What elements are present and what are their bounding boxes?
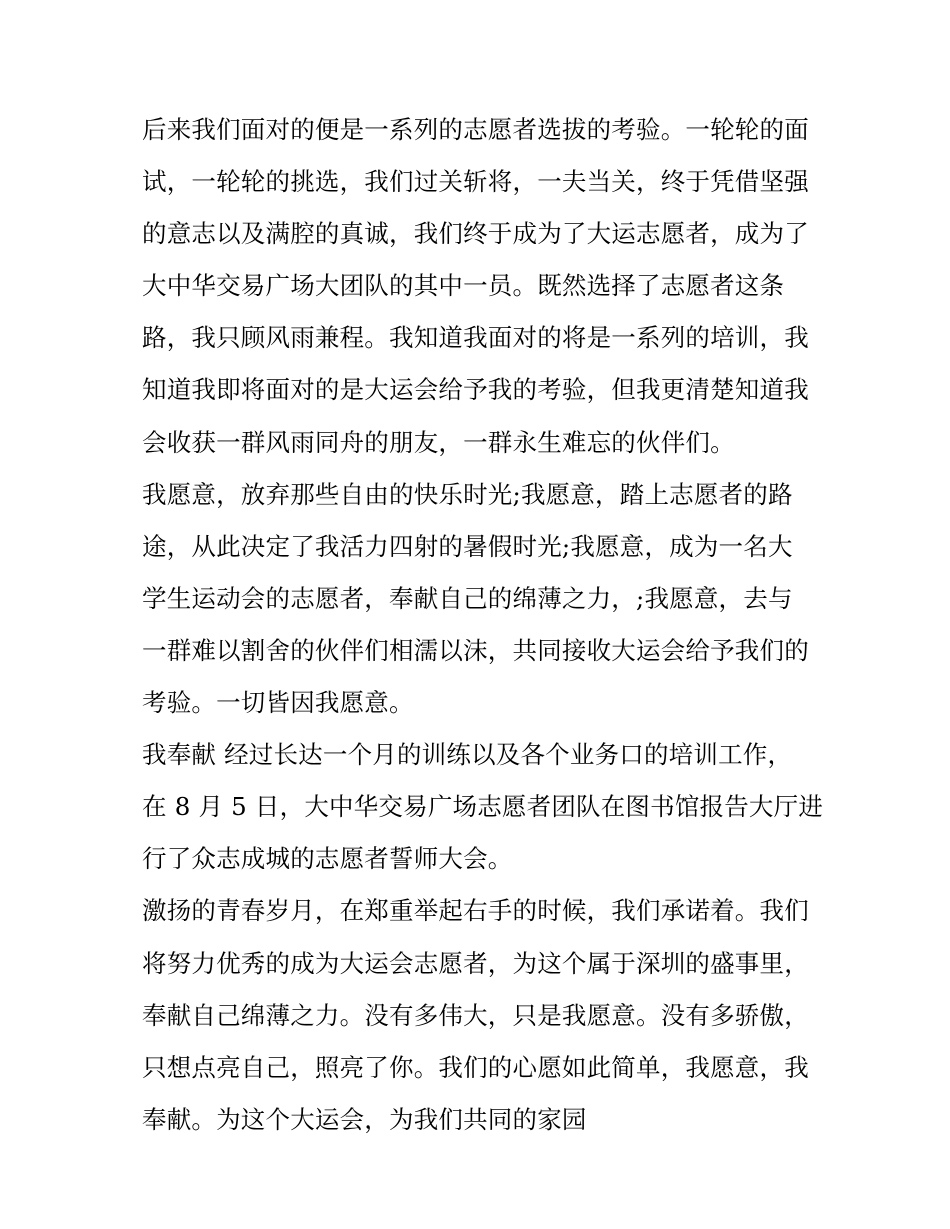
text-line: 的意志以及满腔的真诚，我们终于成为了大运志愿者，成为了 bbox=[142, 219, 809, 249]
text-line: 路，我只顾风雨兼程。我知道我面对的将是一系列的培训，我 bbox=[142, 323, 809, 353]
text-line: 知道我即将面对的是大运会给予我的考验，但我更清楚知道我 bbox=[142, 375, 809, 405]
text-line: 途，从此决定了我活力四射的暑假时光;我愿意，成为一名大 bbox=[142, 531, 793, 561]
text-line: 试，一轮轮的挑选，我们过关斩将，一夫当关，终于凭借坚强 bbox=[142, 167, 809, 197]
text-line: 大中华交易广场大团队的其中一员。既然选择了志愿者这条 bbox=[142, 271, 785, 301]
text-line: 将努力优秀的成为大运会志愿者，为这个属于深圳的盛事里， bbox=[142, 948, 809, 978]
document-body bbox=[142, 104, 822, 1146]
text-line: 会收获一群风雨同舟的朋友，一群永生难忘的伙伴们。 bbox=[142, 427, 735, 457]
text-line: 奉献。为这个大运会，为我们共同的家园 bbox=[142, 1104, 587, 1134]
text-line: 我愿意，放弃那些自由的快乐时光;我愿意，踏上志愿者的路 bbox=[142, 479, 793, 509]
text-line: 一群难以割舍的伙伴们相濡以沫，共同接收大运会给予我们的 bbox=[142, 635, 809, 665]
text-line: 只想点亮自己，照亮了你。我们的心愿如此简单，我愿意，我 bbox=[142, 1052, 809, 1082]
text-line: 行了众志成城的志愿者誓师大会。 bbox=[142, 844, 513, 874]
text-line: 我奉献 经过长达一个月的训练以及各个业务口的培训工作， bbox=[142, 740, 793, 770]
text-line: 在 8 月 5 日，大中华交易广场志愿者团队在图书馆报告大厅进 bbox=[142, 792, 824, 822]
text-line: 考验。一切皆因我愿意。 bbox=[142, 688, 414, 718]
text-line: 激扬的青春岁月，在郑重举起右手的时候，我们承诺着。我们 bbox=[142, 896, 809, 926]
text-line: 学生运动会的志愿者，奉献自己的绵薄之力，;我愿意，去与 bbox=[142, 583, 793, 613]
text-line: 后来我们面对的便是一系列的志愿者选拔的考验。一轮轮的面 bbox=[142, 115, 809, 144]
text-line: 奉献自己绵薄之力。没有多伟大，只是我愿意。没有多骄傲， bbox=[142, 1000, 809, 1030]
